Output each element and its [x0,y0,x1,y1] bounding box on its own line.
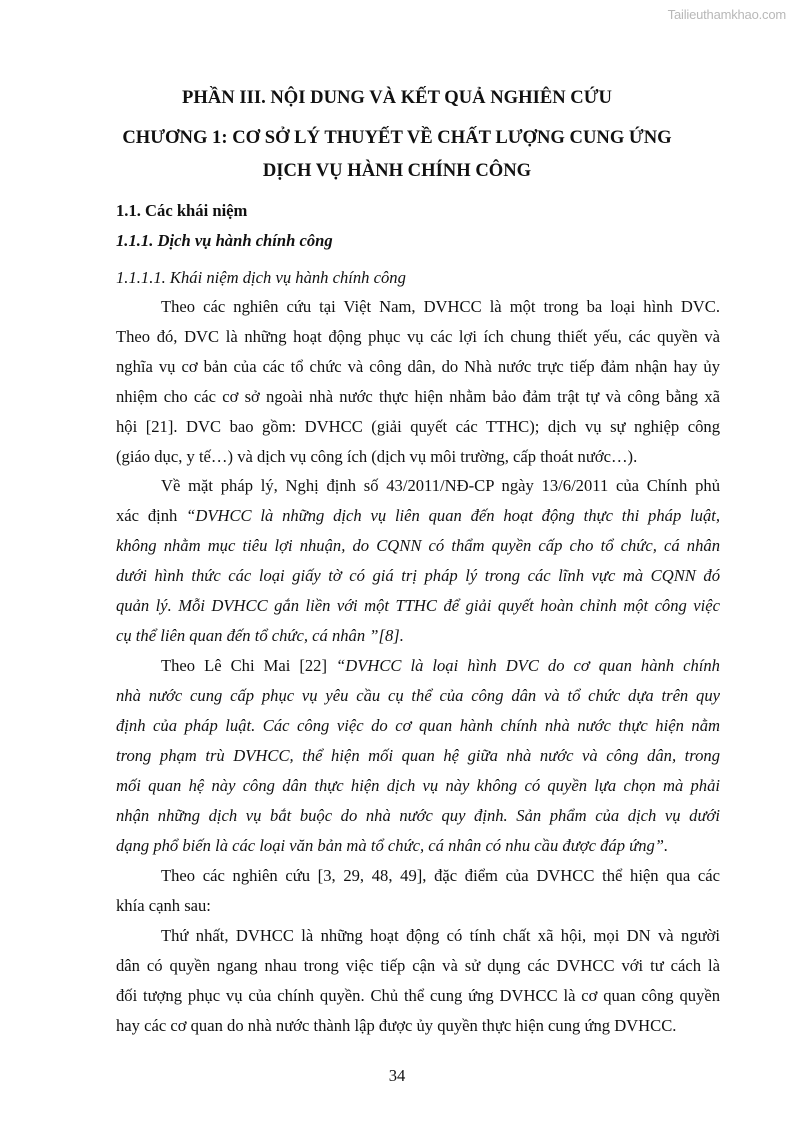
quote-line: định của pháp luật. Các công việc do cơ quan hành chính nhà nước thực hiện nằm [116,716,720,735]
quote-line: không nhằm mục tiêu lợi nhuận, do CQNN có thẩm quyền cấp cho tổ chức, cá nhân [116,536,720,555]
section-heading-1-1: 1.1. Các khái niệm [116,201,248,220]
paragraph-line: Theo đó, DVC là những hoạt động phục vụ các lợi ích chung thiết yếu, các quyền và [116,327,720,346]
part-heading: PHẦN III. NỘI DUNG VÀ KẾT QUẢ NGHIÊN CỨU [182,87,612,108]
quote-line: trong phạm trù DVHCC, thể hiện mối quan hệ giữa nhà nước và công dân, trong [116,746,720,765]
line-prefix: Theo Lê Chi Mai [22] [161,656,336,675]
paragraph-line: Về mặt pháp lý, Nghị định số 43/2011/NĐ-CP ngày 13/6/2011 của Chính phủ [161,476,720,495]
paragraph-line: Theo các nghiên cứu [3, 29, 48, 49], đặc điểm của DVHCC thể hiện qua các [161,866,720,885]
paragraph-line: hay các cơ quan do nhà nước thành lập được ủy quyền thực hiện cung ứng DVHCC. [116,1016,677,1035]
paragraph-line [116,506,720,526]
quote-line: mối quan hệ này công dân thực hiện dịch vụ này không có quyền lựa chọn mà phải [116,776,720,795]
paragraph-line: nghĩa vụ cơ bản của các tổ chức và công dân, do Nhà nước trực tiếp đảm nhận hay ủy [116,357,720,376]
quote-line: dạng phổ biến là các loại văn bản mà tổ chức, cá nhân có nhu cầu được đáp ứng”. [116,836,669,855]
paragraph-line: hội [21]. DVC bao gồm: DVHCC (giải quyết các TTHC); dịch vụ sự nghiệp công [116,417,720,436]
quote-line: nhà nước cung cấp phục vụ yêu cầu cụ thể của công dân và tổ chức dựa trên quy [116,686,720,705]
watermark: Tailieuthamkhao.com [667,7,786,22]
page-number: 34 [388,1066,406,1085]
paragraph-line: đối tượng phục vụ của chính quyền. Chủ thể cung ứng DVHCC là cơ quan công quyền [116,986,720,1005]
quote-line: nhận những dịch vụ bắt buộc do nhà nước quy định. Sản phẩm của dịch vụ dưới [116,806,720,825]
section-heading-1-1-1: 1.1.1. Dịch vụ hành chính công [116,231,333,250]
paragraph-line: nhiệm cho các cơ sở ngoài nhà nước thực hiện nhằm bảo đảm trật tự và công bằng xã [116,387,720,406]
paragraph-line: khía cạnh sau: [116,896,211,915]
paragraph-line: dân có quyền ngang nhau trong việc tiếp cận và sử dụng các DVHCC với tư cách là [116,956,720,975]
section-heading-1-1-1-1: 1.1.1.1. Khái niệm dịch vụ hành chính công [116,268,406,287]
line-prefix: xác định [116,506,187,525]
quote-line: cụ thể liên quan đến tổ chức, cá nhân ”[8]. [116,626,404,645]
quote-line: quản lý. Mỗi DVHCC gắn liền với một TTHC để giải quyết hoàn chỉnh một công việc [116,596,720,615]
paragraph-line: Thứ nhất, DVHCC là những hoạt động có tính chất xã hội, mọi DN và người [161,926,720,945]
paragraph-line [161,656,720,676]
chapter-heading-line-1: CHƯƠNG 1: CƠ SỞ LÝ THUYẾT VỀ CHẤT LƯỢNG CUNG ỨNG [122,127,672,148]
quote-text: “DVHCC là những dịch vụ liên quan đến hoạt động thực thi pháp luật, [186,506,721,525]
paragraph-line: Theo các nghiên cứu tại Việt Nam, DVHCC là một trong ba loại hình DVC. [161,297,720,316]
paragraph-line: (giáo dục, y tế…) và dịch vụ công ích (dịch vụ môi trường, cấp thoát nước…). [116,447,638,466]
quote-line: dưới hình thức các loại giấy tờ có giá trị pháp lý trong các lĩnh vực mà CQNN đó [116,566,720,585]
chapter-heading-line-2: DỊCH VỤ HÀNH CHÍNH CÔNG [262,160,532,181]
quote-text: “DVHCC là loại hình DVC do cơ quan hành chính [335,656,720,675]
